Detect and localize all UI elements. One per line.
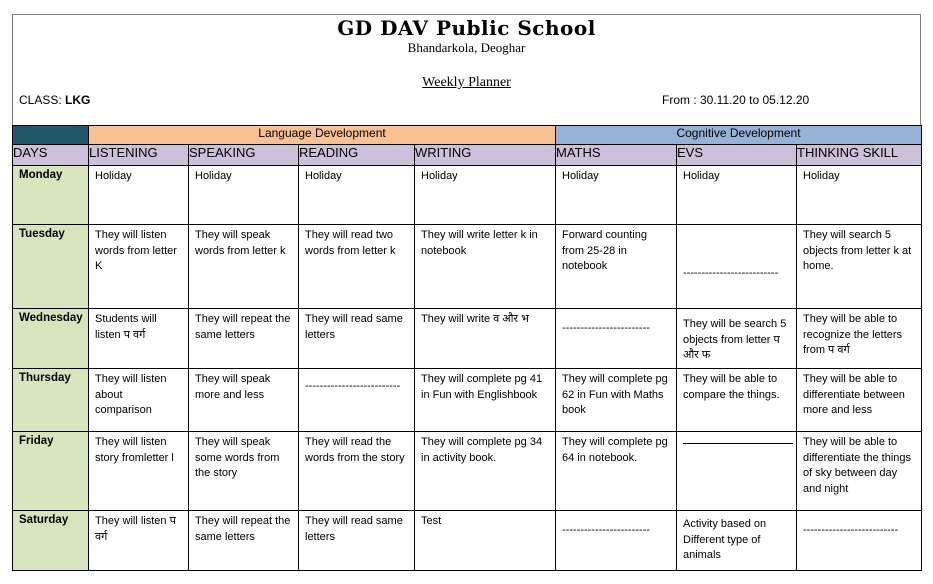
listening-cell: Students will listen प वर्ग — [89, 309, 189, 369]
writing-cell: They will complete pg 41 in Fun with Englishbook — [415, 369, 556, 432]
evs-cell: Activity based on Different type of animals — [677, 511, 797, 571]
thinking-cell: They will be able to differentiate between more and less — [797, 369, 922, 432]
thinking-cell: Holiday — [797, 166, 922, 225]
col-writing: WRITING — [415, 145, 556, 166]
thinking-cell: They will search 5 objects from letter k at home. — [797, 225, 922, 309]
reading-cell: They will read two words from letter k — [299, 225, 415, 309]
column-header-row — [13, 145, 922, 166]
reading-cell: They will read same letters — [299, 309, 415, 369]
speaking-cell: They will speak some words from the story — [189, 432, 299, 511]
day-cell: Wednesday — [13, 309, 89, 369]
speaking-cell: They will repeat the same letters — [189, 309, 299, 369]
empty-dash: -------------------------- — [305, 380, 401, 392]
col-evs: EVS — [677, 145, 797, 166]
speaking-cell: They will speak more and less — [189, 369, 299, 432]
thinking-cell — [797, 511, 922, 571]
class-info — [19, 93, 90, 107]
reading-cell — [299, 369, 415, 432]
group-language: Language Development — [89, 126, 556, 145]
speaking-cell: Holiday — [189, 166, 299, 225]
col-thinking-skill: THINKING SKILL — [797, 145, 922, 166]
school-name: GD DAV Public School — [337, 16, 596, 40]
col-speaking: SPEAKING — [189, 145, 299, 166]
speaking-cell: They will repeat the same letters — [189, 511, 299, 571]
evs-cell — [677, 225, 797, 309]
day-cell: Tuesday — [13, 225, 89, 309]
school-location: Bhandarkola, Deoghar — [407, 40, 526, 55]
blank-line — [683, 443, 793, 444]
maths-cell — [556, 309, 677, 369]
table-row-wednesday — [13, 309, 922, 369]
writing-cell: Holiday — [415, 166, 556, 225]
evs-cell: They will be able to compare the things. — [677, 369, 797, 432]
listening-cell: They will listen story fromletter l — [89, 432, 189, 511]
maths-cell: Forward counting from 25-28 in notebook — [556, 225, 677, 309]
maths-cell — [556, 511, 677, 571]
group-cognitive: Cognitive Development — [556, 126, 922, 145]
maths-cell: Holiday — [556, 166, 677, 225]
planner-title — [0, 75, 933, 91]
day-cell: Thursday — [13, 369, 89, 432]
col-days: DAYS — [13, 145, 89, 166]
listening-cell: They will listen words from letter K — [89, 225, 189, 309]
writing-cell: They will complete pg 34 in activity book. — [415, 432, 556, 511]
planner-title-text: Weekly Planner — [422, 75, 511, 90]
empty-dash: ------------------------ — [562, 322, 650, 334]
empty-dash: -------------------------- — [803, 524, 899, 536]
empty-dash: -------------------------- — [683, 266, 779, 279]
maths-cell: They will complete pg 64 in notebook. — [556, 432, 677, 511]
group-blank-cell — [13, 126, 89, 145]
date-range: From : 30.11.20 to 05.12.20 — [662, 93, 810, 107]
class-label: CLASS: — [19, 93, 66, 107]
table-row-tuesday — [13, 225, 922, 309]
table-row-monday — [13, 166, 922, 225]
table-row-thursday — [13, 369, 922, 432]
class-value: LKG — [65, 93, 91, 107]
col-listening: LISTENING — [89, 145, 189, 166]
col-reading: READING — [299, 145, 415, 166]
group-header-row — [13, 126, 922, 145]
listening-cell: They will listen प वर्ग — [89, 511, 189, 571]
evs-cell: Holiday — [677, 166, 797, 225]
writing-cell: Test — [415, 511, 556, 571]
col-maths: MATHS — [556, 145, 677, 166]
writing-cell: They will write letter k in notebook — [415, 225, 556, 309]
thinking-cell: They will be able to recognize the letters from प वर्ग — [797, 309, 922, 369]
table-row-friday — [13, 432, 922, 511]
day-cell: Saturday — [13, 511, 89, 571]
writing-cell: They will write व और भ — [415, 309, 556, 369]
reading-cell: They will read same letters — [299, 511, 415, 571]
weekly-plan-table — [12, 125, 922, 571]
evs-cell: They will be search 5 objects from letter प और फ — [677, 309, 797, 369]
reading-cell: Holiday — [299, 166, 415, 225]
table-row-saturday — [13, 511, 922, 571]
maths-cell: They will complete pg 62 in Fun with Maths book — [556, 369, 677, 432]
thinking-cell: They will be able to differentiate the things of sky between day and night — [797, 432, 922, 511]
reading-cell: They will read the words from the story — [299, 432, 415, 511]
day-cell: Friday — [13, 432, 89, 511]
day-cell: Monday — [13, 166, 89, 225]
listening-cell: Holiday — [89, 166, 189, 225]
speaking-cell: They will speak words from letter k — [189, 225, 299, 309]
listening-cell: They will listen about comparison — [89, 369, 189, 432]
empty-dash: ------------------------ — [562, 524, 650, 536]
evs-cell — [677, 432, 797, 511]
